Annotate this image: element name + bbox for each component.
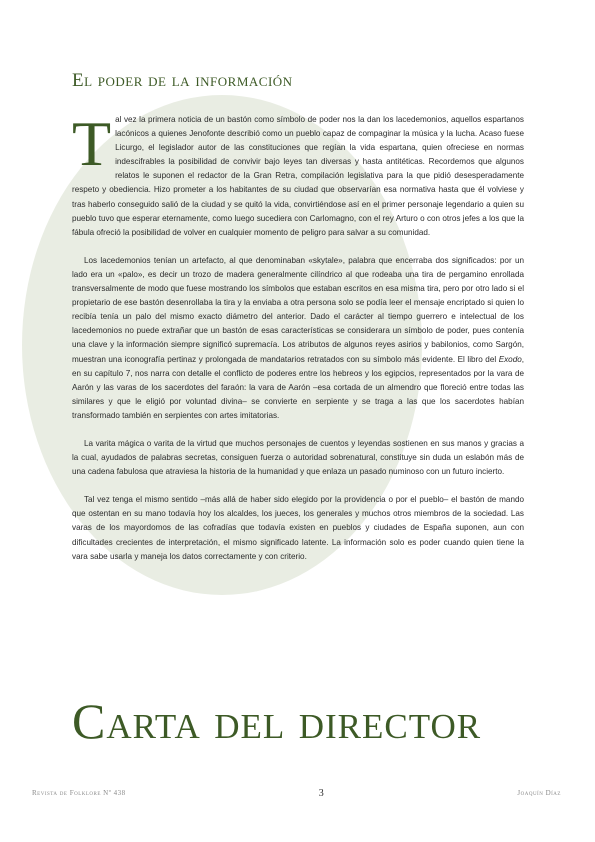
paragraph-4: Tal vez tenga el mismo sentido –más allá de haber sido elegido por la providencia o por el pueblo– el bastón de mando que ostentan en su mano todavía hoy los alcaldes, los jueces, los generales y muchos otros miembros de la sociedad. Las varas de los mayordomos de las cofradías que todavía existen en pueblos y ciudades de España suponen, aun con dificultades crecientes de interpretación, el mismo significado latente. La información solo es poder cuando quien tiene la vara sabe usarla y maneja los datos correctamente y con criterio.: [72, 495, 524, 561]
paragraph-1: [72, 108, 524, 240]
page-footer: [32, 786, 561, 800]
book-title-italic: Exodo: [498, 354, 522, 364]
page-number: 3: [318, 787, 325, 799]
section-title: Carta del director: [72, 693, 482, 749]
footer-journal-name: Revista de Folklore Nº 438: [32, 789, 126, 797]
paragraph-2-text-before: Los lacedemonios tenían un artefacto, al que denominaban «skytale», palabra que encerraba dos significados: por un lado era un «palo», es decir un trozo de madera generalmente cilíndrico al que rodeaba una tira de pergamino enrollada transversalmente de modo que fuese mostrando los símbolos que estaban escritos en esa misma tira, pero por otro lado si el propietario de ese bastón desenrollaba la tira y la enviaba a otra persona solo se podía leer el mensaje encriptado si quien lo recibía tenía un palo del mismo exacto diámetro del anterior. Dado el carácter al tiempo guerrero e intelectual de los lacedemonios no puede extrañar que un bastón de esas características se considerara un símbolo de poder, pues contenía una clave y la información siempre significó supremacía. Los atributos de algunos reyes asirios y babilonios, como Sargón, muestran una iconografía pertinaz y prolongada de mandatarios retratados con su símbolo más evidente. El libro del: [72, 255, 524, 364]
drop-cap: T: [72, 108, 112, 179]
paragraph-1-text: al vez la primera noticia de un bastón como símbolo de poder nos la dan los lacedemonios, aquellos espartanos lacónicos a quienes Jenofonte describió como un pueblo capaz de compaginar la música y la lucha. Acaso fuese Licurgo, el legislador autor de las constituciones que regían la vida espartana, quien ofreciese en normas indescifrables la posibilidad de convivir bajo leyes tan diversas y hasta antitéticas. Recordemos que algunos relatos le suponen el redactor de la Gran Retra, compilación legislativa para la que pidió desesperadamente respeto y obediencia. Hizo prometer a los habitantes de su ciudad que observarían esa normativa hasta que él volviese y tras haberlo conseguido salió de la ciudad y se quitó la vida, convirtiéndose así en el primer personaje legendario a quien su pueblo tuvo que esperar eternamente, como luego sucediera con Carlomagno, con el rey Arturo o con otros jefes a los que la fábula ofreció la posibilidad de volver en cualquier momento de peligro para salvar a su comunidad.: [72, 115, 524, 237]
article-body: [72, 108, 524, 578]
paragraph-3: La varita mágica o varita de la virtud que muchos personajes de cuentos y leyendas sostienen en sus manos y gracias a la cual, ayudados de palabras secretas, consiguen fuerza o autoridad sobrenatural, constituye sin duda un eslabón más de una cadena fabulosa que atraviesa la historia de la humanidad y que enlaza un pasado numinoso con un futuro incierto.: [72, 438, 524, 477]
paragraph-2: [72, 254, 524, 423]
footer-author-name: Joaquín Díaz: [517, 789, 561, 797]
paragraph-2-text-after: , en su capítulo 7, nos narra con detalle el conflicto de poderes entre los hebreos y los egipcios, representados por la vara de Aarón y las varas de los sacerdotes del faraón: la vara de Aarón –esa cortada de un almendro que floreció entre todas las similares y que le eligió por voluntad divina– se convierte en serpiente y se traga a las que los sacerdotes habían transformado también en serpientes con artes imitatorias.: [72, 354, 524, 420]
article-title: El poder de la información: [72, 70, 293, 91]
